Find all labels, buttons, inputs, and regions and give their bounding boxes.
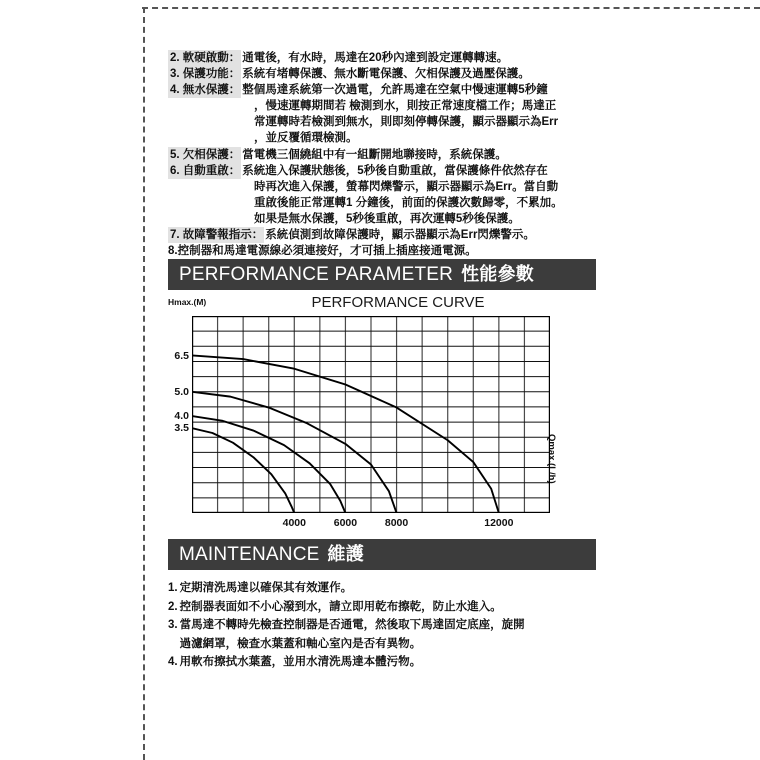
chart-y-tick-label: 6.5: [174, 349, 189, 362]
maintenance-item-text: [180, 616, 596, 653]
section-header-maintenance-en: MAINTENANCE: [179, 544, 320, 566]
spec-item-continuation: 重啟後能正常運轉1 分鐘後，前面的保護次數歸零，不累加。: [254, 196, 563, 209]
chart-svg: [192, 316, 550, 513]
spec-item: [168, 82, 596, 98]
chart-y-tick-label: 3.5: [174, 422, 189, 435]
chart-y-tick-label: 4.0: [174, 410, 189, 423]
spec-item-value: 當電機三個繞組中有一組斷開地聯接時，系統保護。: [242, 148, 507, 161]
spec-item-value: 通電後，有水時，馬達在20秒內達到設定運轉轉速。: [242, 52, 509, 64]
spec-item-label: 2. 軟硬啟動：: [168, 50, 241, 66]
chart-x-axis-label: Qmax.(L/h): [546, 434, 557, 484]
maintenance-item-line: 控制器表面如不小心潑到水，請立即用乾布擦乾，防止水進入。: [179, 600, 502, 613]
specification-list: [168, 50, 596, 259]
maintenance-item-line: 定期清洗馬達以確保其有效運作。: [179, 582, 353, 595]
spec-item: [168, 66, 596, 82]
spec-item: [168, 147, 596, 163]
maintenance-item-number: 3.: [168, 619, 178, 632]
chart-gridlines: [192, 316, 550, 513]
maintenance-item: [168, 616, 596, 653]
section-header-performance-en: PERFORMANCE PARAMETER: [179, 264, 454, 286]
performance-curve-figure: [168, 294, 596, 539]
spec-item-continuation: 時再次進入保護，螢幕閃爍警示，顯示器顯示為Err。當自動: [254, 180, 559, 193]
spec-item-label: 3. 保護功能：: [168, 66, 241, 82]
maintenance-item-number: 4.: [168, 656, 178, 669]
chart-x-tick-label: 12000: [484, 517, 514, 530]
maintenance-item-number: 2.: [168, 600, 178, 613]
section-header-maintenance-cjk: 維護: [327, 544, 364, 565]
spec-item-continuation: ，慢速運轉期間若 檢測到水，則按正常速度檔工作；馬達正: [254, 100, 557, 113]
cut-line-left: [143, 7, 145, 760]
spec-item-value: 系統偵測到故障保護時，顯示器顯示為Err閃爍警示。: [265, 229, 535, 242]
chart-plot-area: [174, 316, 550, 530]
chart-x-tick-label: 4000: [282, 517, 306, 530]
spec-item-continuation: 常運轉時若檢測到無水，則即刻停轉保護，顯示器顯示為Err: [254, 116, 559, 129]
spec-item-value: 系統有堵轉保護、無水斷電保護、欠相保護及過壓保護。: [242, 68, 530, 81]
spec-item-label: 6. 自動重啟：: [168, 163, 241, 179]
maintenance-item-line: 用軟布擦拭水葉蓋，並用水清洗馬達本體污物。: [179, 656, 422, 669]
spec-item-continuation: ，並反覆循環檢測。: [254, 132, 358, 145]
spec-item-label: 4. 無水保護：: [168, 82, 241, 98]
maintenance-item-text: [180, 598, 596, 617]
maintenance-item: [168, 598, 596, 617]
chart-x-tick-label: 6000: [333, 517, 358, 530]
maintenance-item-text: [180, 653, 596, 672]
spec-item: [168, 227, 596, 243]
maintenance-item-line: 當馬達不轉時先檢查控制器是否通電，然後取下馬達固定底座，旋開: [179, 619, 525, 632]
chart-x-tick-label: 8000: [384, 517, 409, 530]
maintenance-item-line: 過濾網罩，檢查水葉蓋和軸心室內是否有異物。: [179, 637, 422, 650]
maintenance-item-text: [180, 579, 596, 598]
spec-item: [168, 50, 596, 66]
spec-trailing-line: 8.控制器和馬達電源線必須連接好，才可插上插座接通電源。: [168, 245, 477, 258]
spec-item-label: 7. 故障警報指示：: [168, 227, 264, 243]
section-header-maintenance: [168, 539, 596, 570]
spec-item: [168, 163, 596, 179]
spec-item-value: 整個馬達系統第一次過電，允許馬達在空氣中慢速運轉5秒鐘: [242, 84, 548, 97]
spec-item-label: 5. 欠相保護：: [168, 147, 241, 163]
section-header-performance: [168, 259, 596, 290]
maintenance-item: [168, 579, 596, 598]
spec-item-value: 系統進入保護狀態後，5秒後自動重啟，當保護條件依然存在: [242, 164, 548, 177]
spec-item-continuation: 如果是無水保護，5秒後重啟，再次運轉5秒後保護。: [254, 212, 520, 225]
chart-title: PERFORMANCE CURVE: [311, 294, 485, 312]
chart-y-tick-label: 5.0: [174, 385, 189, 398]
chart-y-axis-label: Hmax.(M): [168, 297, 207, 308]
maintenance-item-number: 1.: [168, 582, 178, 595]
maintenance-list: [168, 579, 596, 672]
section-header-performance-cjk: 性能參數: [461, 264, 534, 285]
maintenance-item: [168, 653, 596, 672]
content-column: [168, 0, 596, 672]
